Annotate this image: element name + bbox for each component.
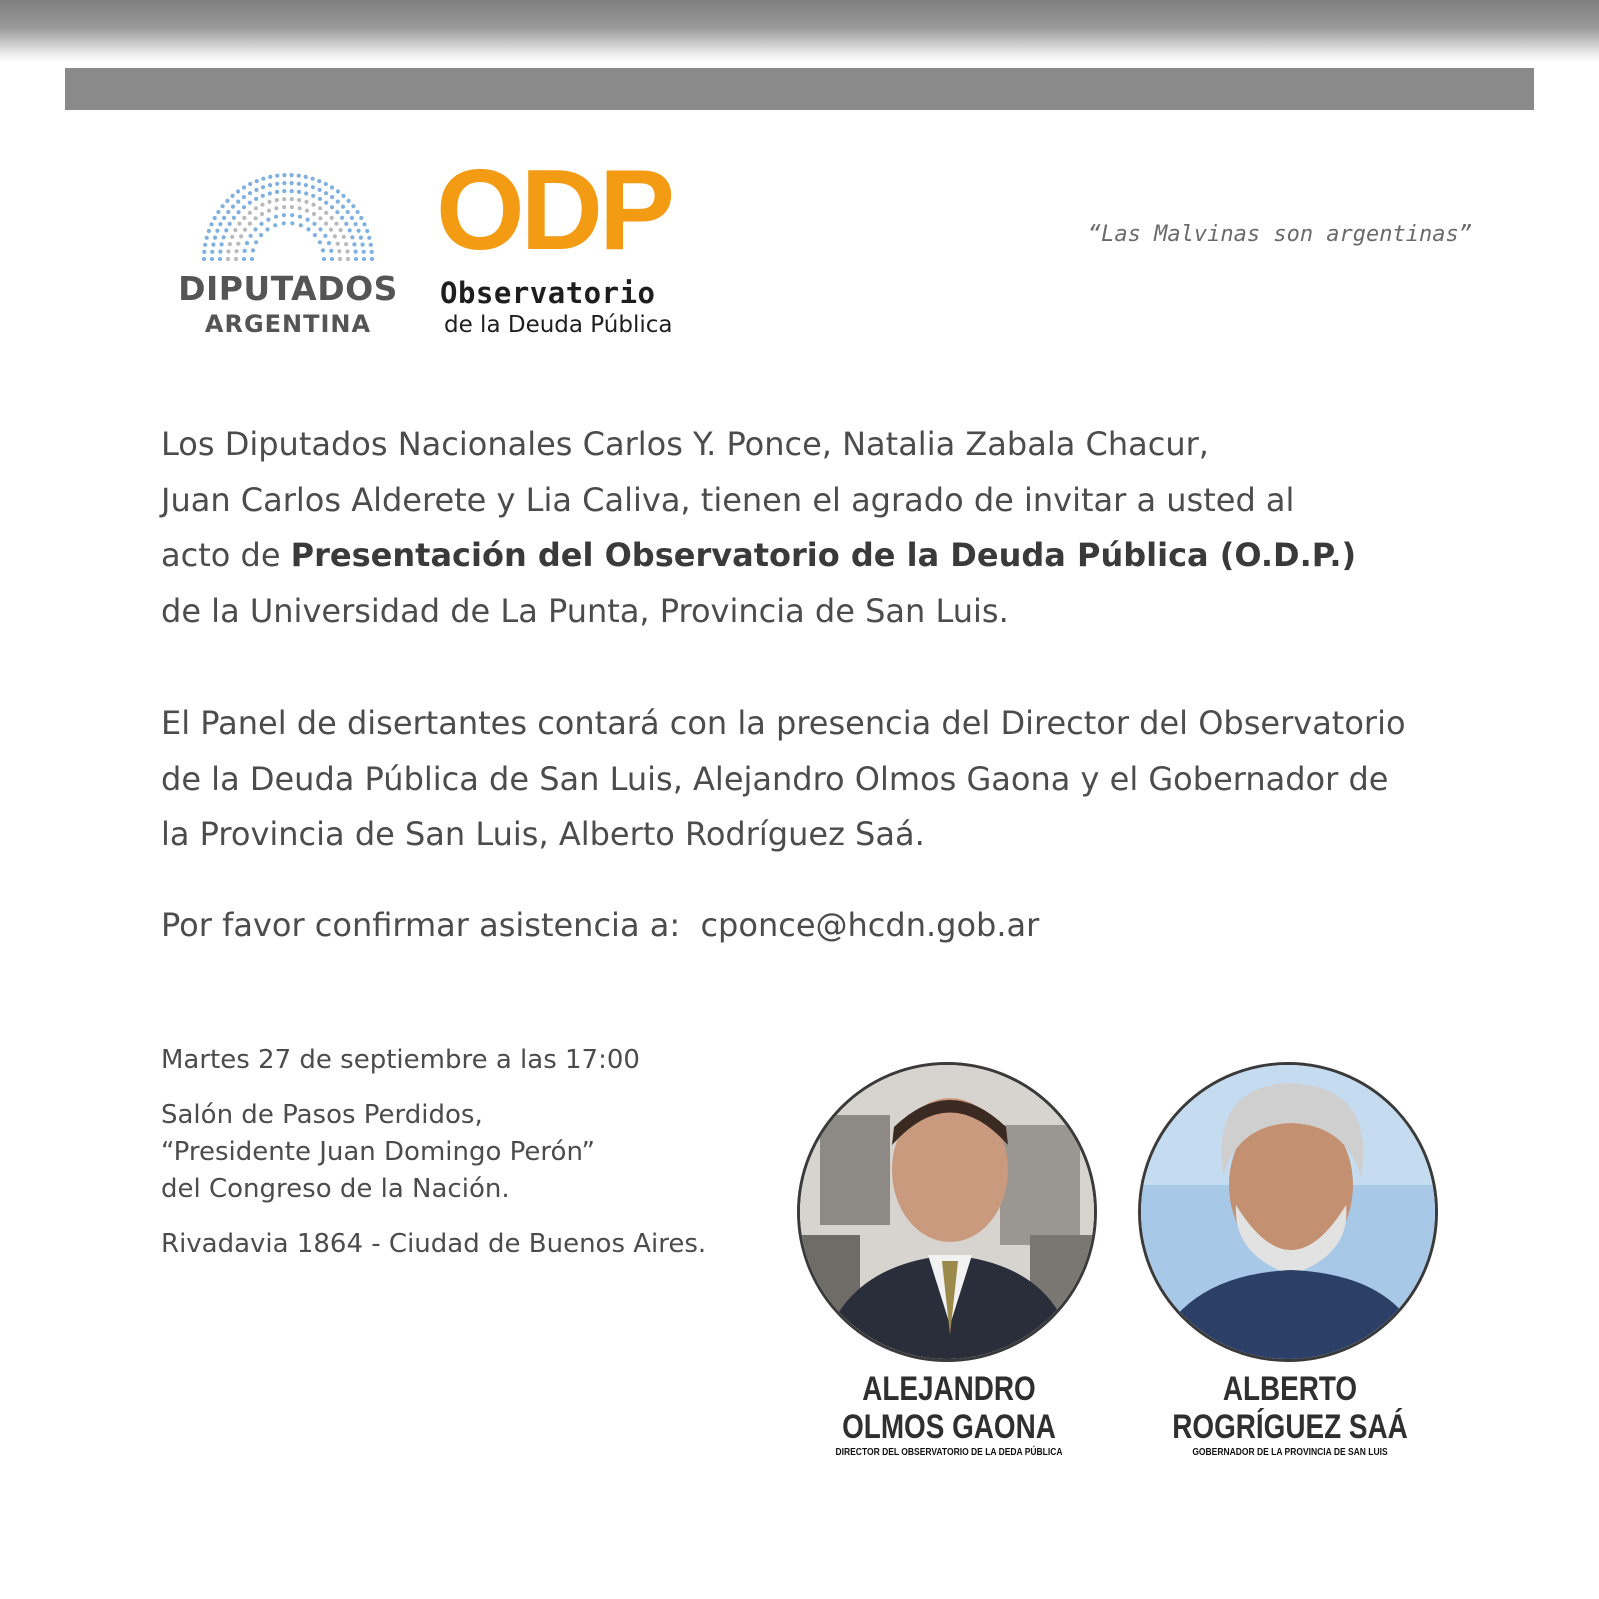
invitation-line-1: Los Diputados Nacionales Carlos Y. Ponce, Natalia Zabala Chacur, [161, 425, 1209, 463]
invitation-line-2: Juan Carlos Alderete y Lia Caliva, tienen el agrado de invitar a usted al [161, 480, 1295, 519]
speaker-role: GOBERNADOR DE LA PROVINCIA DE SAN LUIS [1192, 1447, 1388, 1458]
hemicycle-icon [198, 171, 378, 266]
invitation-line-4: de la Universidad de La Punta, Provincia de San Luis. [161, 591, 1009, 630]
top-shadow [0, 0, 1599, 62]
event-details [161, 1042, 781, 1263]
odp-logo-sub: de la Deuda Pública [444, 312, 673, 338]
rsvp-email[interactable]: cponce@hcdn.gob.ar [700, 906, 1040, 944]
odp-logo-title: Observatorio [440, 276, 656, 310]
venue-line-2: “Presidente Juan Domingo Perón” [161, 1137, 595, 1167]
odp-logo [436, 147, 696, 348]
speaker-name-line-2: ROGRÍGUEZ SAÁ [1172, 1408, 1408, 1446]
rsvp-label: Por favor confirmar asistencia a: [161, 906, 681, 944]
speaker-role: DIRECTOR DEL OBSERVATORIO DE LA DEDA PÚBLICA [835, 1447, 1063, 1458]
venue-line-1: Salón de Pasos Perdidos, [161, 1100, 483, 1130]
speaker-photo [1138, 1062, 1438, 1362]
panel-line-3: la Provincia de San Luis, Alberto Rodríguez Saá. [161, 815, 925, 853]
invitation-text [161, 417, 1501, 639]
header-bar [65, 68, 1534, 110]
invitation-line-3-prefix: acto de [161, 536, 291, 574]
speaker-photo [797, 1062, 1097, 1362]
event-date: Martes 27 de septiembre a las 17:00 [161, 1045, 640, 1075]
diputados-logo-sub: ARGENTINA [204, 310, 372, 338]
speaker-name-line-2: OLMOS GAONA [842, 1408, 1056, 1446]
portrait-icon [1141, 1065, 1435, 1359]
odp-logo-mark: ODP [436, 147, 672, 274]
rsvp-line [161, 906, 1039, 944]
event-title: Presentación del Observatorio de la Deuda Pública (O.D.P.) [290, 536, 1357, 574]
diputados-logo-name: DIPUTADOS [178, 269, 398, 308]
venue-line-3: del Congreso de la Nación. [161, 1174, 510, 1204]
panel-line-1: El Panel de disertantes contará con la presencia del Director del Observatorio [161, 704, 1406, 742]
panel-text [161, 696, 1501, 863]
panel-line-2: de la Deuda Pública de San Luis, Alejandro Olmos Gaona y el Gobernador de [161, 759, 1389, 798]
speaker-name-line-1: ALBERTO [1222, 1370, 1358, 1408]
event-address: Rivadavia 1864 - Ciudad de Buenos Aires. [161, 1229, 707, 1259]
portrait-icon [800, 1065, 1094, 1359]
motto: “Las Malvinas son argentinas” [1087, 222, 1472, 247]
diputados-logo [168, 165, 408, 345]
speaker-name-line-1: ALEJANDRO [862, 1370, 1036, 1408]
